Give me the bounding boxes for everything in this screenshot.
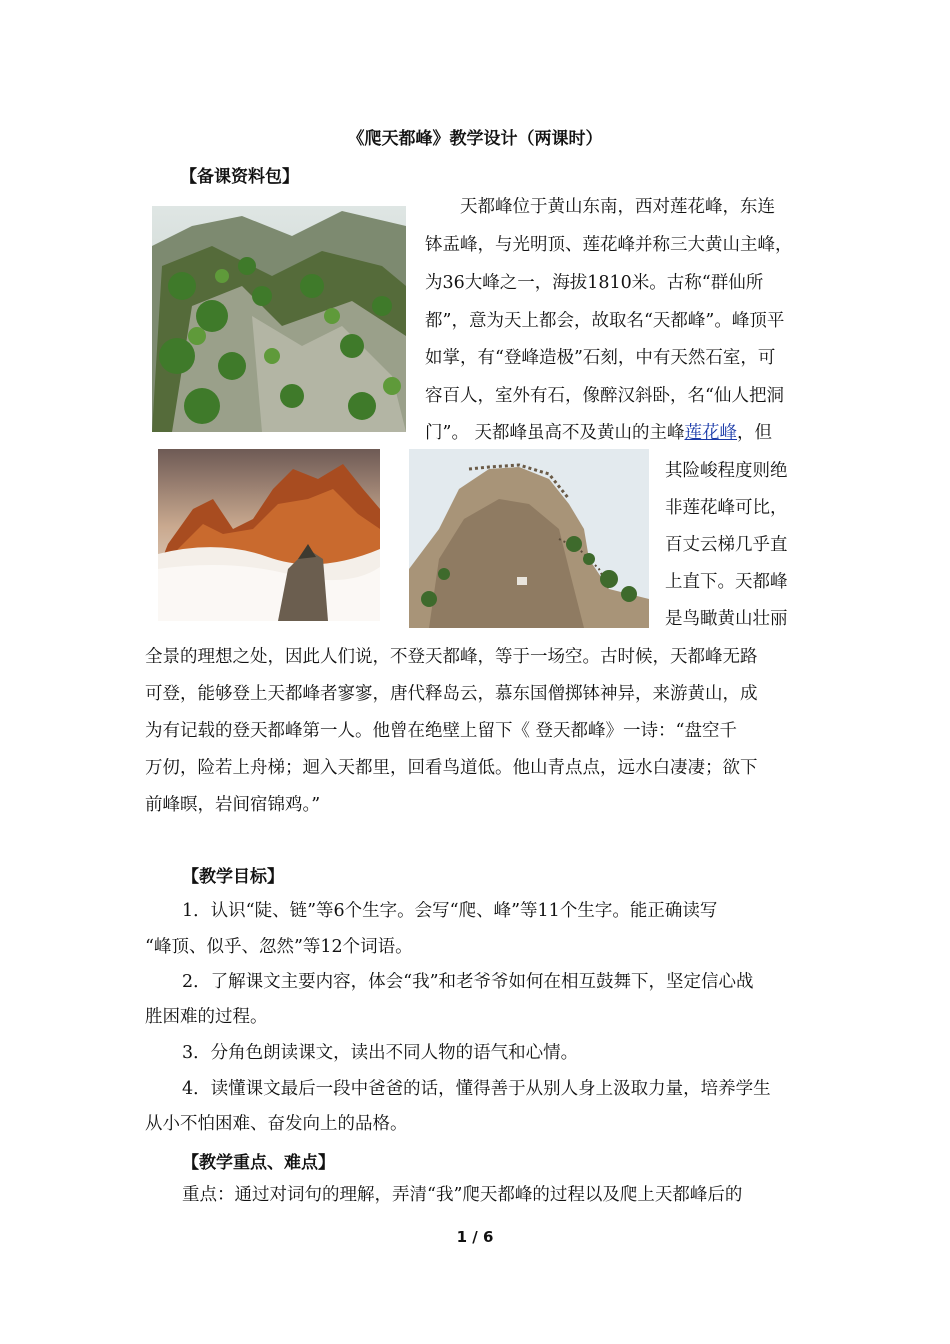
photo-rock-stairway xyxy=(409,449,649,628)
objective-item: 2．了解课文主要内容，体会“我”和老爷爷如何在相互鼓舞下，坚定信心战 xyxy=(182,972,754,992)
lianhua-peak-link[interactable]: 莲花峰 xyxy=(684,423,738,443)
material-text-line: 其险峻程度则绝 xyxy=(665,461,788,481)
material-text-line: 容百人，室外有石，像醉汉斜卧，名“仙人把洞 xyxy=(425,386,784,406)
material-text-line: 为36大峰之一，海拔1810米。古称“群仙所 xyxy=(425,273,764,293)
objective-item: 4．读懂课文最后一段中爸爸的话，懂得善于从别人身上汲取力量，培养学生 xyxy=(182,1079,771,1099)
material-text-line: 如掌，有“登峰造极”石刻，中有天然石室，可 xyxy=(425,348,776,368)
material-text-line: 百丈云梯几乎直 xyxy=(665,535,788,555)
material-text-line: 钵盂峰，与光明顶、莲花峰并称三大黄山主峰， xyxy=(425,235,793,255)
objective-item: “峰顶、似乎、忽然”等12个词语。 xyxy=(145,937,413,957)
document-title: 《爬天都峰》教学设计（两课时） xyxy=(347,129,603,149)
photo-sunset-peaks xyxy=(158,449,380,621)
photo-green-cliff xyxy=(152,206,406,432)
material-text-line: 是鸟瞰黄山壮丽 xyxy=(665,609,788,629)
material-text-line: 可登，能够登上天都峰者寥寥，唐代释岛云，慕东国僧掷钵神异，来游黄山，成 xyxy=(145,684,758,704)
objective-item: 从小不怕困难、奋发向上的品格。 xyxy=(145,1114,408,1134)
material-text-line: 非莲花峰可比， xyxy=(665,498,788,518)
material-text-line: 为有记载的登天都峰第一人。他曾在绝壁上留下《 登天都峰》一诗：“盘空千 xyxy=(145,721,738,741)
material-text-line: 都”，意为天上都会，故取名“天都峰”。峰顶平 xyxy=(425,311,785,331)
section-heading-objectives: 【教学目标】 xyxy=(182,867,284,887)
material-text-line: 上直下。天都峰 xyxy=(665,572,788,592)
section-heading-material: 【备课资料包】 xyxy=(180,167,299,187)
material-text-segment: 门”。 天都峰虽高不及黄山的主峰 xyxy=(425,423,685,443)
section-heading-keypoints: 【教学重点、难点】 xyxy=(182,1153,335,1173)
material-text-line: 全景的理想之处，因此人们说，不登天都峰，等于一场空。古时候，天都峰无路 xyxy=(145,647,758,667)
objective-item: 3．分角色朗读课文，读出不同人物的语气和心情。 xyxy=(182,1043,579,1063)
material-text-line: 万仞，险若上舟梯；迴入天都里，回看鸟道低。他山青点点，远水白凄凄；欲下 xyxy=(145,758,758,778)
material-text-line: 前峰暝，岩间宿锦鸡。” xyxy=(145,795,321,815)
page-number: 1 / 6 xyxy=(456,1228,494,1246)
objective-item: 1．认识“陡、链”等6个生字。会写“爬、峰”等11个生字。能正确读写 xyxy=(182,901,718,921)
material-text-line: 天都峰位于黄山东南，西对莲花峰，东连 xyxy=(460,197,775,217)
keypoints-text-line: 重点：通过对词句的理解，弄清“我”爬天都峰的过程以及爬上天都峰后的 xyxy=(182,1185,743,1205)
material-text-segment: ，但 xyxy=(737,423,773,443)
material-text-line xyxy=(425,421,772,445)
objective-item: 胜困难的过程。 xyxy=(145,1007,268,1027)
